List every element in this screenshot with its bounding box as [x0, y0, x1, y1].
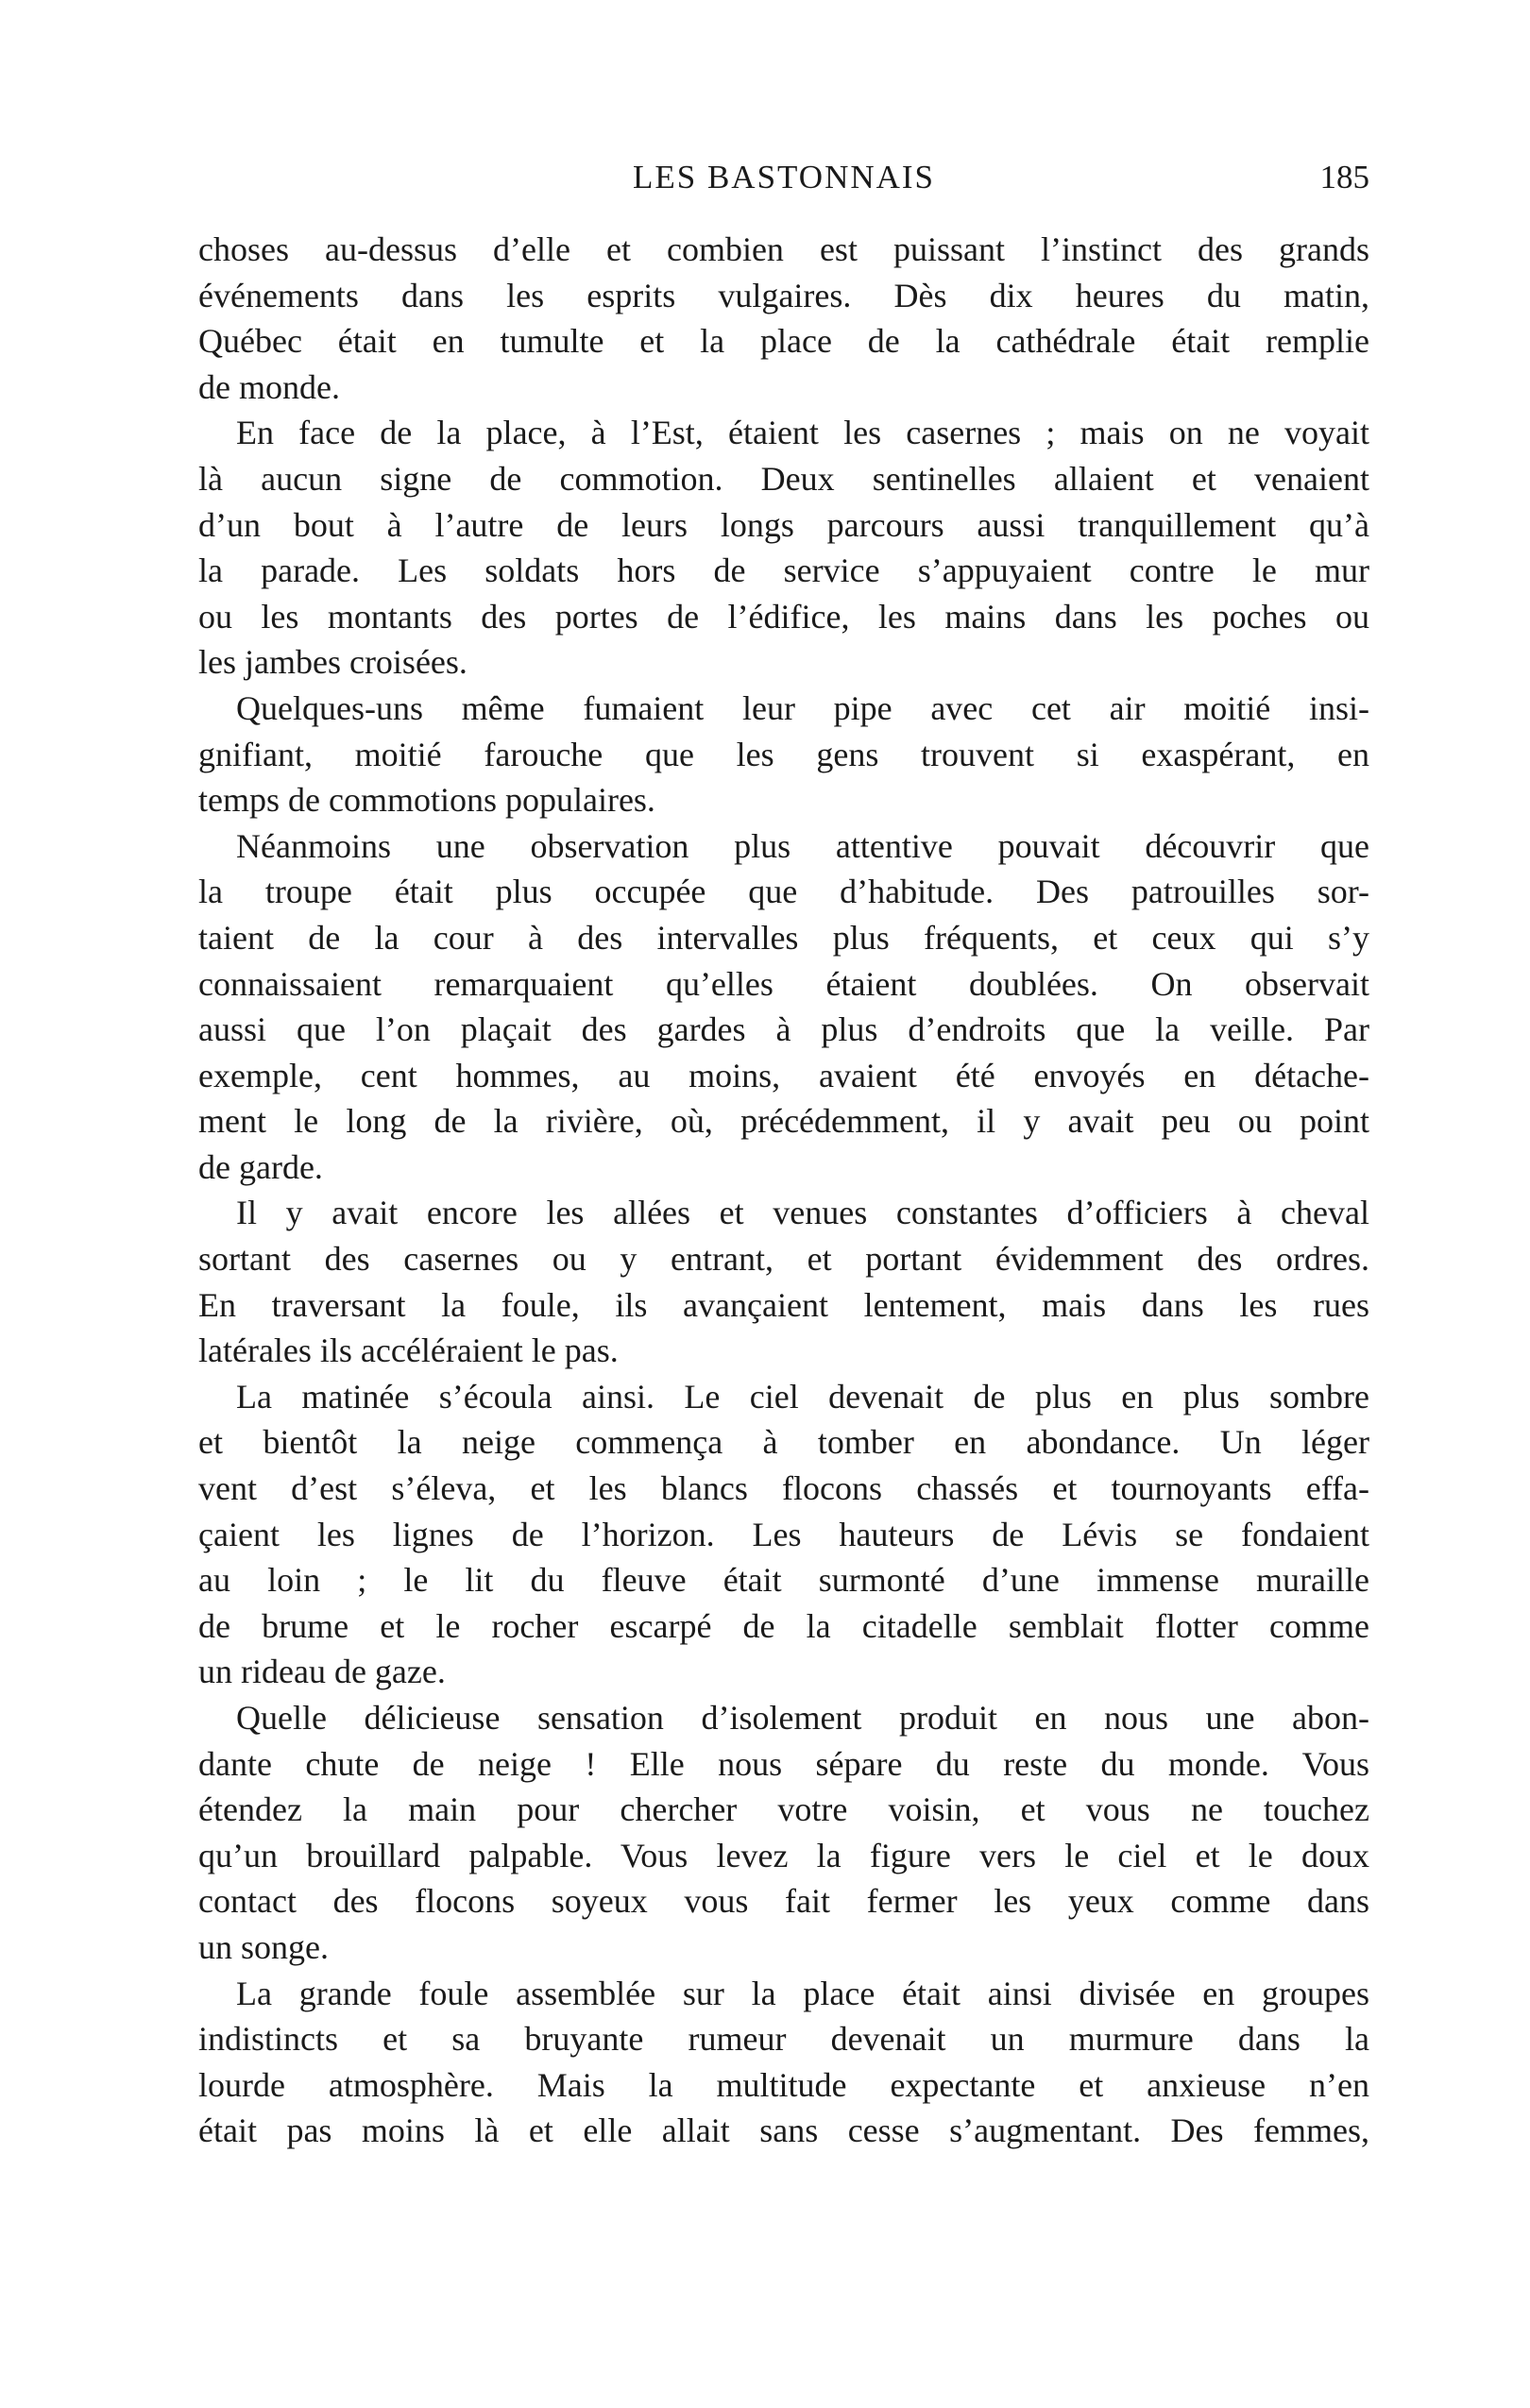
text-line: Québec était en tumulte et la place de la cathédrale était remplie [198, 322, 1369, 361]
page-number: 185 [1319, 159, 1369, 195]
text-line: En face de la place, à l’Est, étaient les casernes ; mais on ne voyait [236, 414, 1369, 452]
text-line: et bientôt la neige commença à tomber en abondance. Un léger [198, 1423, 1369, 1462]
text-line: Quelques-uns même fumaient leur pipe avec cet air moitié insi- [236, 688, 1369, 727]
body-text [198, 227, 1369, 2154]
text-line: la parade. Les soldats hors de service s’appuyaient contre le mur [198, 551, 1369, 590]
text-line: gnifiant, moitié farouche que les gens trouvent si exaspérant, en [198, 735, 1369, 773]
paragraph [198, 1190, 1369, 1373]
paragraph [198, 227, 1369, 410]
paragraph [198, 410, 1369, 686]
text-line: un rideau de gaze. [198, 1653, 446, 1691]
text-line: temps de commotions populaires. [198, 781, 655, 820]
text-line: taient de la cour à des intervalles plus fréquents, et ceux qui s’y [198, 918, 1369, 957]
text-line: était pas moins là et elle allait sans cesse s’augmentant. Des femmes, [198, 2111, 1369, 2150]
paragraph [198, 1374, 1369, 1695]
text-line: vent d’est s’éleva, et les blancs flocons chassés et tournoyants effa- [198, 1469, 1369, 1508]
text-line: La grande foule assemblée sur la place était ainsi divisée en groupes [236, 1974, 1369, 2012]
text-line: lourde atmosphère. Mais la multitude expectante et anxieuse n’en [198, 2065, 1369, 2104]
text-line: latérales ils accéléraient le pas. [198, 1331, 619, 1370]
text-line: choses au-dessus d’elle et combien est puissant l’instinct des grands [198, 230, 1369, 268]
text-line: la troupe était plus occupée que d’habitude. Des patrouilles sor- [198, 873, 1369, 911]
text-line: de garde. [198, 1147, 323, 1186]
text-line: ou les montants des portes de l’édifice, les mains dans les poches ou [198, 597, 1369, 636]
paragraph [198, 686, 1369, 823]
text-line: La matinée s’écoula ainsi. Le ciel devenait de plus en plus sombre [236, 1377, 1369, 1416]
running-title: LES BASTONNAIS [632, 159, 936, 195]
paragraph [198, 1971, 1369, 2154]
text-line: contact des flocons soyeux vous fait fermer les yeux comme dans [198, 1882, 1369, 1921]
text-line: dante chute de neige ! Elle nous sépare du reste du monde. Vous [198, 1744, 1369, 1783]
text-line: connaissaient remarquaient qu’elles étaient doublées. On observait [198, 964, 1369, 1003]
text-line: aussi que l’on plaçait des gardes à plus d’endroits que la veille. Par [198, 1010, 1369, 1049]
text-line: là aucun signe de commotion. Deux sentinelles allaient et venaient [198, 459, 1369, 498]
text-line: çaient les lignes de l’horizon. Les hauteurs de Lévis se fondaient [198, 1515, 1369, 1553]
text-line: ment le long de la rivière, où, précédemment, il y avait peu ou point [198, 1102, 1369, 1141]
text-line: Quelle délicieuse sensation d’isolement produit en nous une abon- [236, 1699, 1369, 1737]
text-line: En traversant la foule, ils avançaient lentement, mais dans les rues [198, 1285, 1369, 1324]
text-line: étendez la main pour chercher votre voisin, et vous ne touchez [198, 1790, 1369, 1829]
text-line: de brume et le rocher escarpé de la citadelle semblait flotter comme [198, 1606, 1369, 1645]
text-line: indistincts et sa bruyante rumeur devenait un murmure dans la [198, 2020, 1369, 2059]
text-line: sortant des casernes ou y entrant, et portant évidemment des ordres. [198, 1240, 1369, 1279]
text-line: exemple, cent hommes, au moins, avaient été envoyés en détache- [198, 1056, 1369, 1094]
text-line: les jambes croisées. [198, 643, 468, 682]
paragraph [198, 823, 1369, 1191]
text-line: Il y avait encore les allées et venues constantes d’officiers à cheval [236, 1194, 1369, 1232]
text-line: au loin ; le lit du fleuve était surmonté d’une immense muraille [198, 1561, 1369, 1600]
text-line: qu’un brouillard palpable. Vous levez la figure vers le ciel et le doux [198, 1836, 1369, 1874]
paragraph [198, 1695, 1369, 1971]
text-line: événements dans les esprits vulgaires. Dès dix heures du matin, [198, 276, 1369, 314]
text-line: d’un bout à l’autre de leurs longs parcours aussi tranquillement qu’à [198, 505, 1369, 544]
text-line: Néanmoins une observation plus attentive pouvait découvrir que [236, 826, 1369, 865]
text-line: un songe. [198, 1927, 329, 1966]
text-line: de monde. [198, 367, 340, 406]
page-header [198, 159, 1369, 206]
